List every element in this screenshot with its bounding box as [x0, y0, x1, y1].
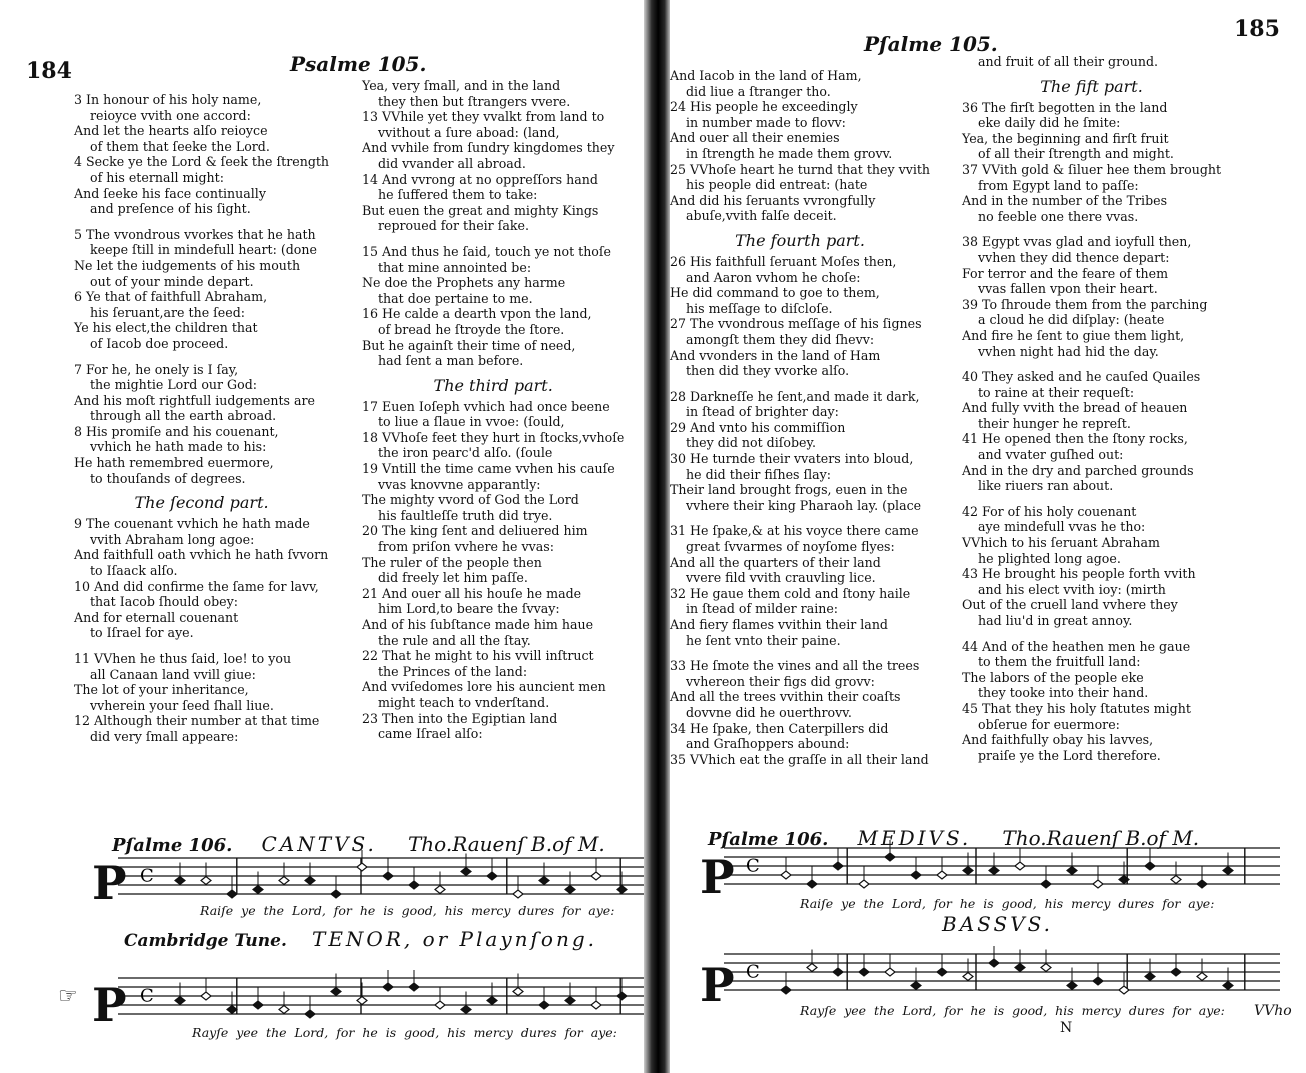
- verse-line: vvhich he hath made to his:: [90, 439, 267, 455]
- book-gutter: [644, 0, 670, 1073]
- verse-line: he plighted long agoe.: [978, 550, 1121, 566]
- verse-line: he did their fiſhes ſlay:: [686, 466, 832, 482]
- verse-line: did freely let him paſſe.: [378, 570, 528, 586]
- stanza-gap: [670, 513, 930, 523]
- verse-line: the rule and all the ſtay.: [378, 632, 531, 648]
- note-head: [963, 973, 973, 981]
- signature-mark: N: [1060, 1020, 1073, 1036]
- note-head: [859, 968, 869, 976]
- note-head: [1145, 862, 1155, 870]
- verse-line: in ſtead of brighter day:: [686, 404, 839, 420]
- note-head: [1093, 977, 1103, 985]
- verse-line: And fire he ſent to giue them light,: [962, 327, 1185, 343]
- tune-name: Cambridge Tune.: [124, 931, 287, 951]
- note-head: [383, 872, 393, 880]
- verse-line: of them that ſeeke the Lord.: [90, 138, 270, 154]
- verse-line: to thouſands of degrees.: [90, 470, 246, 486]
- note-head: [357, 863, 367, 871]
- verse-column-left-b: [362, 78, 624, 742]
- verse-line: in ſtrength he made them grovv.: [686, 145, 893, 161]
- verse-line: eke daily did he ſmite:: [978, 115, 1121, 131]
- verse-line: 10 And did confirme the ſame for lavv,: [74, 578, 319, 594]
- composer: Tho.Rauenſ B.of M.: [407, 832, 605, 856]
- verse-line: And in the dry and parched grounds: [962, 462, 1194, 478]
- verse-line: that mine annointed be:: [378, 259, 532, 275]
- verse-line: The labors of the people eke: [962, 669, 1144, 685]
- verse-line: 41 He opened then the ſtony rocks,: [962, 431, 1188, 447]
- clef-mark: C: [140, 865, 154, 887]
- page-number: 184: [26, 58, 72, 84]
- verse-line: reioyce vvith one accord:: [90, 107, 251, 123]
- verse-line: And vvonders in the land of Ham: [670, 347, 881, 363]
- note-head: [807, 964, 817, 972]
- verse-line: 9 The couenant vvhich he hath made: [74, 516, 310, 532]
- verse-line: to Iſrael for aye.: [90, 625, 194, 641]
- verse-line: came Iſrael alſo:: [378, 726, 483, 742]
- music-staff-medius: [724, 840, 1284, 896]
- clef-mark: C: [140, 985, 154, 1007]
- verse-line: And ouer all their enemies: [670, 130, 840, 146]
- verse-line: 36 The firſt begotten in the land: [962, 99, 1168, 115]
- verse-line: And all the trees vvithin their coaſts: [670, 689, 901, 705]
- verse-line: 12 Although their number at that time: [74, 713, 320, 729]
- verse-line: And did his ſeruants vvrongfully: [670, 192, 876, 208]
- verse-line: Ne doe the Prophets any harme: [362, 275, 566, 291]
- stanza-gap: [962, 494, 1221, 504]
- bassus-heading: [942, 912, 1079, 936]
- decorated-initial: P: [92, 856, 127, 910]
- verse-line: And his moſt rightfull iudgements are: [74, 392, 315, 408]
- verse-line: had liu'd in great annoy.: [978, 613, 1133, 628]
- clef-mark: C: [746, 855, 760, 877]
- catchword: VVho: [1254, 1003, 1292, 1019]
- note-head: [1015, 862, 1025, 870]
- verse-line: Out of the cruell land vvhere they: [962, 597, 1178, 613]
- verse-line: 30 He turnde their vvaters into bloud,: [670, 451, 914, 467]
- voice-part: TENOR, or Playnſong.: [311, 927, 597, 951]
- verse-line: his meſſage to diſcloſe.: [686, 300, 833, 316]
- verse-line: vvhereon their figs did grovv:: [686, 673, 875, 689]
- verse-line: 38 Egypt vvas glad and ioyfull then,: [962, 234, 1192, 250]
- verse-line: keepe ſtill in mindefull heart: (done: [90, 242, 317, 258]
- note-head: [331, 890, 341, 898]
- music-staff-tenor: [118, 970, 648, 1026]
- voice-part: CANTVS.: [261, 832, 377, 856]
- note-head: [1197, 880, 1207, 888]
- note-head: [435, 886, 445, 894]
- verse-line: And faithfully obay his lavves,: [962, 732, 1154, 748]
- note-head: [617, 992, 627, 1000]
- verse-line: great ſvvarmes of noyſome flyes:: [686, 539, 895, 555]
- verse-line: and preſence of his ſight.: [90, 201, 251, 217]
- verse-line: his faultleſſe truth did trye.: [378, 507, 553, 523]
- verse-line: they did not diſobey.: [686, 435, 816, 451]
- note-head: [833, 862, 843, 870]
- verse-line: And for eternall couenant: [74, 609, 239, 625]
- verse-line: his people did entreat: (hate: [686, 177, 868, 193]
- verse-line: 24 His people he exceedingly: [670, 99, 858, 115]
- verse-line: from priſon vvhere he vvas:: [378, 539, 554, 555]
- note-head: [781, 871, 791, 879]
- note-head: [175, 877, 185, 885]
- note-head: [227, 1006, 237, 1014]
- verse-line: to liue a ſlaue in vvoe: (ſould,: [378, 414, 565, 430]
- verse-line: of his eternall might:: [90, 169, 224, 185]
- verse-line: Yea, the beginning and firſt fruit: [962, 130, 1169, 146]
- verse-line: reproued for their ſake.: [378, 218, 529, 234]
- verse-column-right-b: [962, 54, 1221, 763]
- verse-line: vvere fild vvith crauvling lice.: [686, 570, 876, 586]
- verse-line: 7 For he, he onely is I ſay,: [74, 361, 239, 377]
- verse-line: 14 And vvrong at no oppreſſors hand: [362, 171, 598, 187]
- verse-line: Ye his elect,the children that: [74, 320, 258, 336]
- verse-line: And of his ſubſtance made him haue: [362, 617, 594, 632]
- verse-line: 37 VVith gold & ſiluer hee them brought: [962, 161, 1222, 177]
- voice-part: MEDIVS.: [857, 826, 972, 850]
- note-head: [487, 997, 497, 1005]
- note-head: [1015, 964, 1025, 972]
- verse-line: to them the fruitfull land:: [978, 654, 1141, 670]
- verse-line: And fiery flames vvithin their land: [670, 617, 888, 632]
- note-head: [253, 886, 263, 894]
- verse-line: dovvne did he ouerthrovv.: [686, 704, 852, 720]
- verse-line: 8 His promiſe and his couenant,: [74, 423, 279, 439]
- note-head: [911, 871, 921, 879]
- verse-line: of Iacob doe proceed.: [90, 335, 229, 351]
- verse-column-left-a: [74, 92, 329, 745]
- note-head: [279, 877, 289, 885]
- verse-line: 40 They asked and he cauſed Quailes: [962, 369, 1201, 385]
- verse-line: And faithfull oath vvhich he hath ſvvorn: [74, 547, 329, 563]
- verse-line: 28 Darkneſſe he ſent,and made it dark,: [670, 388, 920, 404]
- verse-line: that doe pertaine to me.: [378, 290, 533, 306]
- note-head: [885, 968, 895, 976]
- verse-line: from Egypt land to paſſe:: [978, 177, 1139, 193]
- verse-line: abuſe,vvith falſe deceit.: [686, 208, 837, 224]
- verse-line: 33 He ſmote the vines and all the trees: [670, 658, 920, 674]
- music-staff-cantus: [118, 850, 648, 906]
- note-head: [989, 867, 999, 875]
- verse-line: 19 Vntill the time came vvhen his cauſe: [362, 461, 615, 477]
- verse-line: 29 And vnto his commiſſion: [670, 419, 846, 435]
- note-head: [565, 886, 575, 894]
- stanza-gap: [962, 224, 1221, 234]
- note-head: [279, 1006, 289, 1014]
- note-head: [617, 886, 627, 894]
- verse-line: through all the earth abroad.: [90, 408, 277, 424]
- verse-line: 20 The king ſent and deliuered him: [362, 523, 588, 539]
- note-head: [1093, 880, 1103, 888]
- verse-line: a cloud he did diſplay: (heate: [978, 312, 1165, 328]
- note-head: [331, 988, 341, 996]
- verse-line: like riuers ran about.: [978, 478, 1114, 494]
- right-page: [668, 0, 1306, 1073]
- verse-line: But he againſt their time of need,: [362, 337, 576, 353]
- verse-line: 15 And thus he ſaid, touch ye not thoſe: [362, 243, 611, 259]
- verse-line: they tooke into their hand.: [978, 685, 1149, 701]
- verse-line: that Iacob ſhould obey:: [90, 594, 238, 610]
- note-head: [383, 983, 393, 991]
- page-number: 185: [1234, 16, 1280, 42]
- note-head: [565, 997, 575, 1005]
- verse-line: had ſent a man before.: [378, 353, 524, 369]
- verse-line: And Iacob in the land of Ham,: [670, 68, 862, 83]
- note-head: [833, 968, 843, 976]
- note-head: [201, 877, 211, 885]
- decorated-initial: P: [700, 850, 735, 904]
- note-head: [435, 1001, 445, 1009]
- note-head: [1171, 876, 1181, 884]
- verse-line: The lot of your inheritance,: [74, 682, 249, 698]
- verse-line: 25 VVhoſe heart he turnd that they vvith: [670, 161, 931, 177]
- stanza-gap: [670, 648, 930, 658]
- verse-line: in ſtead of milder raine:: [686, 601, 839, 617]
- verse-line: praiſe ye the Lord therefore.: [978, 747, 1161, 763]
- note-head: [1171, 968, 1181, 976]
- verse-line: vvith Abraham long agoe:: [90, 531, 255, 547]
- verse-line: all Canaan land vvill giue:: [90, 666, 256, 682]
- verse-line: 43 He brought his people forth vvith: [962, 566, 1196, 582]
- verse-line: aye mindefull vvas he tho:: [978, 519, 1146, 535]
- verse-line: 32 He gaue them cold and ſtony haile: [670, 585, 911, 601]
- decorated-initial: P: [700, 958, 735, 1012]
- pointing-hand-icon: ☞: [58, 984, 78, 1009]
- verse-line: 39 To ſhroude them from the parching: [962, 296, 1208, 312]
- note-head: [859, 880, 869, 888]
- verse-line: him Lord,to beare the ſvvay:: [378, 601, 560, 617]
- section-heading: The fift part.: [1040, 76, 1143, 96]
- running-title: Pſalme 105.: [864, 32, 998, 56]
- verse-line: Their land brought frogs, euen in the: [670, 482, 908, 498]
- note-head: [409, 983, 419, 991]
- verse-line: then did they vvorke alſo.: [686, 363, 850, 379]
- verse-line: And fully vvith the bread of heauen: [962, 400, 1188, 416]
- stanza-gap: [74, 352, 329, 362]
- verse-line: did liue a ſtranger tho.: [686, 83, 831, 99]
- verse-line: 11 VVhen he thus ſaid, loe! to you: [74, 651, 292, 666]
- verse-line: For terror and the feare of them: [962, 265, 1169, 281]
- lyric-line: Raiſe ye the Lord, for he is good, his mercy dures for aye:: [200, 903, 615, 918]
- verse-line: 3 In honour of his holy name,: [74, 92, 262, 107]
- verse-line: might teach to vnderſtand.: [378, 694, 550, 710]
- note-head: [963, 867, 973, 875]
- music-staff-bassus: [724, 946, 1284, 1002]
- verse-line: 13 VVhile yet they vvalkt from land to: [362, 109, 605, 125]
- verse-line: VVhich to his ſeruant Abraham: [962, 535, 1160, 551]
- verse-line: vvas knovvne apparantly:: [378, 476, 541, 492]
- note-head: [937, 968, 947, 976]
- lyric-line: Rayſe yee the Lord, for he is good, his mercy dures for aye:: [800, 1003, 1225, 1018]
- verse-line: He did command to goe to them,: [670, 285, 880, 301]
- verse-line: their hunger he repreſt.: [978, 415, 1131, 431]
- verse-line: did very ſmall appeare:: [90, 728, 239, 744]
- verse-line: And let the hearts alſo reioyce: [74, 123, 268, 139]
- stanza-gap: [962, 629, 1221, 639]
- verse-line: to Iſaack alſo.: [90, 563, 178, 579]
- verse-line: 4 Secke ye the Lord & ſeek the ſtrength: [74, 154, 330, 170]
- verse-line: 45 That they his holy ſtatutes might: [962, 700, 1191, 716]
- section-heading: The fourth part.: [735, 230, 865, 250]
- verse-line: 16 He calde a dearth vpon the land,: [362, 306, 592, 322]
- verse-line: of bread he ſtroyde the ſtore.: [378, 321, 565, 337]
- running-title: Psalme 105.: [290, 52, 427, 76]
- verse-line: 27 The vvondrous meſſage of his ſignes: [670, 316, 922, 332]
- verse-line: obſerue for euermore:: [978, 716, 1120, 732]
- psalm-number: Pſalme 106.: [112, 835, 233, 856]
- verse-line: vvhen they did thence depart:: [978, 249, 1170, 265]
- verse-line: his ſeruant,are the ſeed:: [90, 304, 246, 320]
- note-head: [1223, 867, 1233, 875]
- note-head: [885, 853, 895, 861]
- psalm-number: Pſalme 106.: [708, 829, 829, 850]
- note-head: [357, 997, 367, 1005]
- verse-line: The ruler of the people then: [362, 554, 542, 570]
- note-head: [591, 872, 601, 880]
- note-head: [305, 1010, 315, 1018]
- note-head: [911, 982, 921, 990]
- left-page: [0, 0, 648, 1073]
- verse-line: and his elect vvith ioy: (mirth: [978, 581, 1166, 597]
- voice-part: BASSVS.: [942, 912, 1053, 936]
- verse-line: he ſent vnto their paine.: [686, 632, 841, 648]
- verse-line: and fruit of all their ground.: [978, 54, 1159, 69]
- verse-line: 44 And of the heathen men he gaue: [962, 638, 1191, 654]
- stanza-gap: [74, 641, 329, 651]
- verse-line: 42 For of his holy couenant: [962, 503, 1137, 519]
- lyric-line: Raiſe ye the Lord, for he is good, his mercy dures for aye:: [800, 896, 1215, 911]
- verse-line: did vvander all abroad.: [378, 155, 526, 171]
- verse-line: And ſeeke his face continually: [74, 185, 266, 201]
- verse-line: 34 He ſpake, then Caterpillers did: [670, 720, 889, 736]
- verse-line: 18 VVhoſe feet they hurt in ſtocks,vvhoſe: [362, 429, 625, 445]
- stanza-gap: [962, 359, 1221, 369]
- lyric-line: Rayſe yee the Lord, for he is good, his mercy dures for aye:: [192, 1025, 617, 1040]
- verse-line: they then but ſtrangers vvere.: [378, 93, 571, 109]
- note-head: [513, 988, 523, 996]
- verse-line: he ſuffered them to take:: [378, 187, 538, 203]
- section-heading: The third part.: [433, 375, 553, 395]
- verse-line: the Princes of the land:: [378, 663, 528, 679]
- verse-line: 23 Then into the Egiptian land: [362, 710, 558, 726]
- verse-line: And vvhile from ſundry kingdomes they: [362, 140, 615, 156]
- verse-line: amongſt them they did ſhevv:: [686, 331, 875, 347]
- note-head: [1041, 964, 1051, 972]
- note-head: [1067, 867, 1077, 875]
- note-head: [175, 997, 185, 1005]
- note-head: [1041, 880, 1051, 888]
- verse-line: 5 The vvondrous vvorkes that he hath: [74, 226, 316, 242]
- note-head: [781, 986, 791, 994]
- verse-line: Yea, very ſmall, and in the land: [362, 78, 561, 93]
- verse-line: out of your minde depart.: [90, 273, 254, 289]
- verse-line: 21 And ouer all his houſe he made: [362, 585, 582, 601]
- note-head: [461, 1006, 471, 1014]
- verse-line: and vvater guſhed out:: [978, 447, 1124, 463]
- note-head: [227, 890, 237, 898]
- verse-line: But euen the great and mighty Kings: [362, 202, 599, 218]
- verse-line: And in the number of the Tribes: [962, 193, 1168, 209]
- verse-line: The mighty vvord of God the Lord: [362, 492, 579, 508]
- verse-line: Ne let the iudgements of his mouth: [74, 257, 301, 273]
- note-head: [253, 1001, 263, 1009]
- stanza-gap: [74, 217, 329, 227]
- verse-line: vvithout a ſure aboad: (land,: [378, 124, 560, 140]
- verse-line: vvhere their king Pharaoh lay. (place: [686, 497, 922, 513]
- note-head: [487, 872, 497, 880]
- note-head: [1223, 982, 1233, 990]
- verse-line: the iron pearc'd alſo. (ſoule: [378, 445, 553, 461]
- note-head: [305, 877, 315, 885]
- verse-line: 35 VVhich eat the graſſe in all their land: [670, 751, 929, 767]
- note-head: [1197, 973, 1207, 981]
- note-head: [591, 1001, 601, 1009]
- note-head: [1067, 982, 1077, 990]
- verse-line: 6 Ye that of faithfull Abraham,: [74, 289, 268, 305]
- composer: Tho.Rauenſ B.of M.: [1002, 826, 1200, 850]
- verse-line: 26 His faithfull ſeruant Moſes then,: [670, 253, 897, 269]
- note-head: [201, 992, 211, 1000]
- note-head: [807, 880, 817, 888]
- verse-line: to raine at their requeſt:: [978, 384, 1135, 400]
- decorated-initial: P: [92, 978, 127, 1032]
- note-head: [989, 959, 999, 967]
- verse-line: in number made to flovv:: [686, 114, 846, 130]
- verse-column-right-a: [670, 68, 930, 767]
- note-head: [1145, 973, 1155, 981]
- stanza-gap: [362, 234, 624, 244]
- verse-line: no feeble one there vvas.: [978, 208, 1139, 224]
- verse-line: and Graſhoppers abound:: [686, 736, 850, 752]
- verse-line: And all the quarters of their land: [670, 554, 881, 570]
- tenor-heading: [124, 927, 623, 951]
- verse-line: vvhen night had hid the day.: [978, 343, 1159, 359]
- verse-line: the mightie Lord our God:: [90, 377, 258, 393]
- stanza-gap: [670, 379, 930, 389]
- verse-line: 17 Euen Ioſeph vvhich had once beene: [362, 398, 610, 414]
- note-head: [937, 871, 947, 879]
- verse-line: vvherein your ſeed ſhall liue.: [90, 697, 274, 713]
- note-head: [409, 881, 419, 889]
- verse-line: and Aaron vvhom he choſe:: [686, 269, 861, 285]
- verse-line: of all their ſtrength and might.: [978, 146, 1174, 162]
- note-head: [461, 868, 471, 876]
- verse-line: He hath remembred euermore,: [74, 455, 274, 471]
- note-head: [539, 877, 549, 885]
- section-heading: The ſecond part.: [134, 493, 269, 513]
- verse-line: 22 That he might to his vvill inſtruct: [362, 648, 594, 664]
- note-head: [513, 890, 523, 898]
- verse-line: 31 He ſpake,& at his voyce there came: [670, 523, 919, 539]
- verse-line: vvas fallen vpon their heart.: [978, 281, 1158, 297]
- clef-mark: C: [746, 961, 760, 983]
- verse-line: And vviſedomes lore his auncient men: [362, 679, 606, 695]
- note-head: [539, 1001, 549, 1009]
